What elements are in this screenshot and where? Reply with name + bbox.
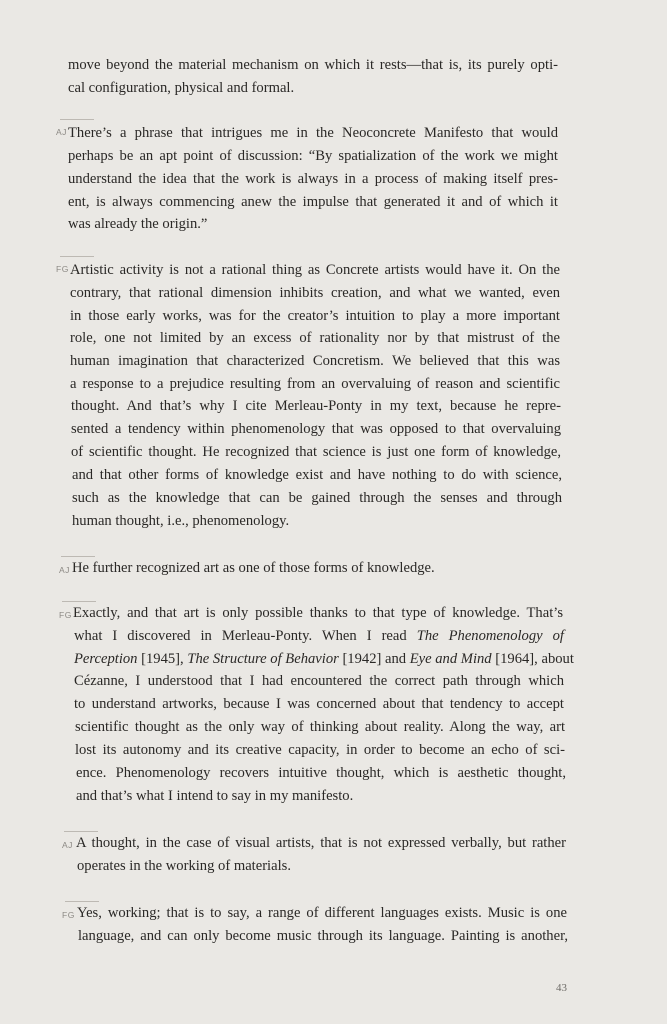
text-line: scientific thought as the only way of thinking about reality. Along the way, art [75,719,565,735]
text-line: Exactly, and that art is only possible thanks to that type of knowledge. That’s [73,605,563,621]
speaker-label: AJ [62,840,73,850]
text-line: role, one not limited by an excess of rationality nor by that mistrust of the [70,330,560,346]
text-line [74,627,564,646]
speaker-rule [60,256,94,257]
speaker-rule [65,901,99,902]
speaker-label: FG [59,610,72,620]
text-line: There’s a phrase that intrigues me in the Neoconcrete Manifesto that would [68,125,558,141]
text-line: a response to a prejudice resulting from an overvaluing of reason and scientific [70,376,560,392]
text-line: cal configuration, physical and formal. [68,80,295,96]
text-line: A thought, in the case of visual artists, that is not expressed verbally, but rather [76,835,566,851]
book-title: The Phenomenology of [416,628,564,644]
text-line: of scientific thought. He recognized that science is just one form of knowledge, [71,444,561,460]
speaker-rule [64,831,98,832]
text-line: contrary, that rational dimension inhibits creation, and what we wanted, even [70,285,560,301]
text-line: language, and can only become music through its language. Painting is another, [78,928,568,944]
text-line: thought. And that’s why I cite Merleau-Ponty in my text, because he repre- [71,398,561,414]
text-line: such as the knowledge that can be gained through the senses and through [72,490,562,506]
speaker-rule [61,556,95,557]
speaker-label: FG [56,264,69,274]
text-line: human imagination that characterized Concretism. We believed that this was [70,353,560,369]
text-line: operates in the working of materials. [77,858,291,874]
text-line: and that’s what I intend to say in my manifesto. [76,788,354,804]
text-line [74,650,574,669]
text-line: and that other forms of knowledge exist and have nothing to do with science, [72,467,562,483]
text-line: in those early works, was for the creator’s intuition to play a more important [70,308,560,324]
speaker-label: FG [62,910,75,920]
text-run: [1942] and [338,651,410,667]
text-line: He further recognized art as one of those forms of knowledge. [72,560,435,576]
text-line: move beyond the material mechanism on which it rests—that is, its purely opti- [68,57,558,73]
text-line: Cézanne, I understood that I had encountered the correct path through which [74,673,564,689]
text-line: perhaps be an apt point of discussion: “By spatialization of the work we might [68,148,558,164]
text-line: ent, is always commencing anew the impulse that generated it and of which it [68,194,558,210]
book-title: The Structure of Behavior [187,651,339,667]
speaker-label: AJ [59,565,70,575]
text-run: [1945], [137,651,188,667]
text-run: [1964], about [491,651,574,667]
text-line: Artistic activity is not a rational thing as Concrete artists would have it. On the [70,262,560,278]
speaker-rule [60,119,94,120]
speaker-label: AJ [56,127,67,137]
text-line: Yes, working; that is to say, a range of different languages exists. Music is one [77,905,567,921]
text-line: human thought, i.e., phenomenology. [72,513,290,529]
text-line: understand the idea that the work is always in a process of making itself pres- [68,171,558,187]
page-number: 43 [556,982,567,994]
text-line: lost its autonomy and its creative capacity, in order to become an echo of sci- [75,742,565,758]
text-run: what I discovered in Merleau-Ponty. When I read [74,628,417,644]
book-title: Eye and Mind [409,651,492,667]
speaker-rule [62,601,96,602]
text-line: to understand artworks, because I was concerned about that tendency to accept [74,696,564,712]
text-line: was already the origin.” [68,216,208,232]
text-line: ence. Phenomenology recovers intuitive thought, which is aesthetic thought, [76,765,566,781]
book-title: Perception [74,651,138,667]
text-line: sented a tendency within phenomenology that was opposed to that overvaluing [71,421,561,437]
